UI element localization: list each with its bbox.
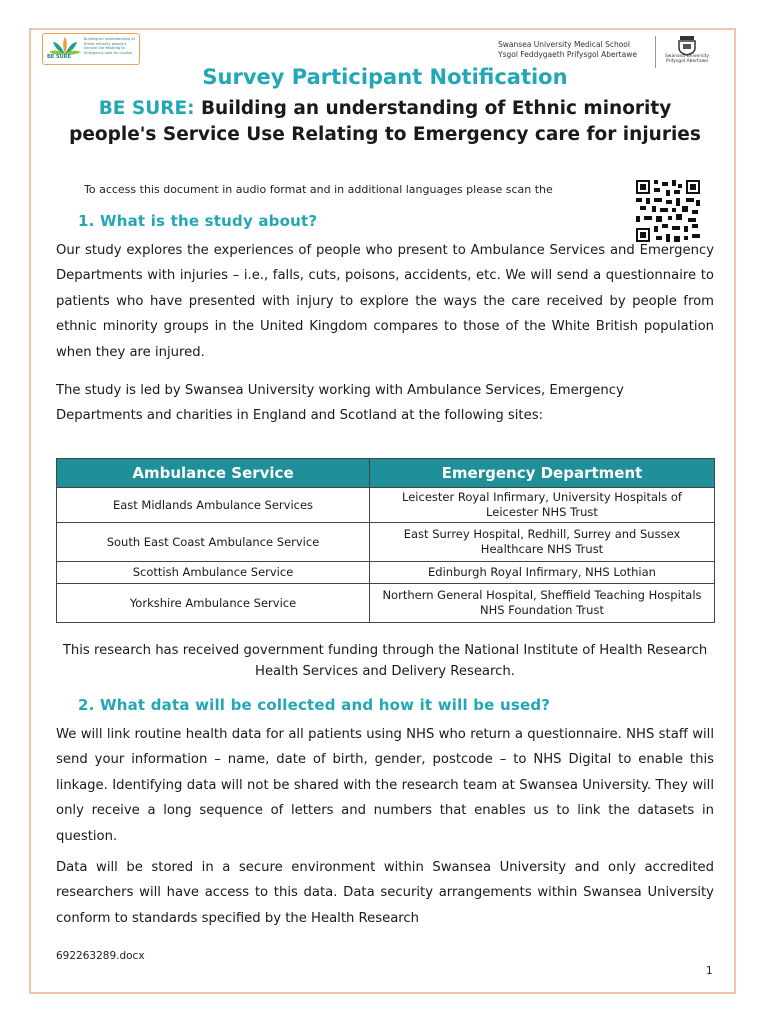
table-cell: Scottish Ambulance Service	[57, 562, 370, 584]
section-1-paragraph-1: Our study explores the experiences of people who present to Ambulance Services and Emergency Departments with injuries – i.e., falls, cuts, poisons, accidents, etc. We will send a questionnaire to patients who have presented with injury to explore the ways the care received by people from ethnic minority groups in the United Kingdom compares to those of the White British population when they are injured.	[56, 243, 714, 360]
table-row	[57, 584, 715, 623]
document-filename: 692263289.docx	[56, 950, 145, 962]
logo-tagline: Building an understanding of Ethnic minority people's Service Use Relating to Emergency care for injuries	[84, 37, 135, 55]
section-1-title: 1. What is the study about?	[78, 212, 318, 230]
table-header-ambulance: Ambulance Service	[57, 459, 370, 488]
lotus-icon	[47, 36, 83, 56]
crest-caption-en: Swansea University	[664, 54, 710, 59]
study-subtitle	[60, 96, 710, 148]
qr-code-icon[interactable]	[636, 180, 700, 242]
table-row	[57, 523, 715, 562]
funding-statement: This research has received government funding through the National Institute of Health Research Health Services and Delivery Research.	[62, 643, 708, 679]
table-row	[57, 562, 715, 584]
table-header-row	[57, 459, 715, 488]
table-cell: Yorkshire Ambulance Service	[57, 584, 370, 623]
university-name-cy: Ysgol Feddygaeth Prifysgol Abertawe	[498, 50, 637, 59]
page-number: 1	[706, 965, 713, 977]
sites-table	[56, 458, 715, 623]
subtitle-rest: Building an understanding of Ethnic minority people's Service Use Relating to Emergency care for injuries	[69, 98, 701, 145]
logo-acronym: BE SURE	[47, 54, 71, 60]
table-row	[57, 488, 715, 523]
table-cell: East Surrey Hospital, Redhill, Surrey and Sussex Healthcare NHS Trust	[370, 523, 715, 562]
table-cell: South East Coast Ambulance Service	[57, 523, 370, 562]
crest-caption	[662, 54, 712, 64]
section-2-paragraph-2: Data will be stored in a secure environment within Swansea University and only accredited researchers will have access to this data. Data security arrangements within Swansea University conform to standards specified by the Health Research	[56, 860, 714, 926]
section-2-heading	[78, 696, 550, 714]
page-title: Survey Participant Notification	[202, 65, 568, 89]
crest-caption-cy: Prifysgol Abertawe	[665, 59, 709, 64]
be-sure-logo	[42, 33, 140, 65]
audio-access-note: To access this document in audio format and in additional languages please scan the	[84, 183, 553, 196]
university-name	[498, 40, 637, 60]
table-cell: Northern General Hospital, Sheffield Teaching Hospitals NHS Foundation Trust	[370, 584, 715, 623]
section-1-paragraph-2: The study is led by Swansea University working with Ambulance Services, Emergency Departments and charities in England and Scotland at the following sites:	[56, 383, 624, 424]
table-cell: Leicester Royal Infirmary, University Hospitals of Leicester NHS Trust	[370, 488, 715, 523]
table-cell: East Midlands Ambulance Services	[57, 488, 370, 523]
subtitle-prefix: BE SURE:	[98, 98, 195, 119]
section-2-paragraph-1: We will link routine health data for all patients using NHS who return a questionnaire. NHS staff will send your information – name, date of birth, gender, postcode – to NHS Digital to enable this linkage. Identifying data will not be shared with the research team at Swansea University. They will only receive a long sequence of letters and numbers that enables us to link the datasets in question.	[56, 727, 714, 844]
table-cell: Edinburgh Royal Infirmary, NHS Lothian	[370, 562, 715, 584]
section-2-title: 2. What data will be collected and how it will be used?	[78, 696, 551, 714]
table-header-emergency: Emergency Department	[370, 459, 715, 488]
section-1-heading	[78, 212, 317, 230]
university-name-en: Swansea University Medical School	[498, 40, 630, 49]
header-divider	[655, 36, 656, 68]
